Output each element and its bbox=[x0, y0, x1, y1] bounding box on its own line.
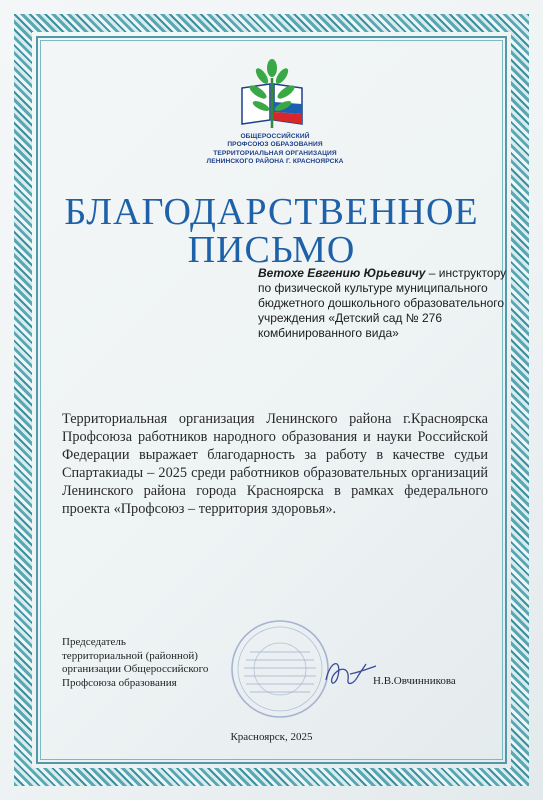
organization-caption bbox=[150, 133, 400, 166]
handwritten-signature bbox=[320, 650, 380, 694]
signer-title-line-1: Председатель bbox=[62, 636, 126, 648]
recipient-position: – инструктору по физической культуре муниципального бюджетного дошкольного образовательного учреждения «Детский сад № 276 комбинированного вида» bbox=[258, 266, 507, 340]
signer-title-line-4: Профсоюза образования bbox=[62, 676, 177, 689]
recipient-name: Ветохе Евгению Юрьевичу bbox=[258, 266, 426, 280]
signer-title-line-2: территориальной (районной) bbox=[62, 649, 198, 662]
document-title bbox=[50, 193, 493, 269]
signer-name: Н.В.Овчинникова bbox=[373, 675, 456, 687]
stamp-seal-icon bbox=[228, 618, 332, 720]
org-line-2: ПРОФСОЮЗ ОБРАЗОВАНИЯ bbox=[227, 141, 323, 149]
title-line-1: БЛАГОДАРСТВЕННОЕ bbox=[64, 191, 479, 233]
place-date: Красноярск, 2025 bbox=[230, 731, 313, 743]
org-line-3: ТЕРРИТОРИАЛЬНАЯ ОРГАНИЗАЦИЯ bbox=[213, 149, 337, 157]
recipient-block bbox=[258, 266, 508, 341]
letter-body: Территориальная организация Ленинского района г.Красноярска Профсоюза работников народного образования и науки Российской Федерации выражает благодарность за работу в качестве судьи Спартакиады – 2025 среди работников образовательных организаций Ленинского района города Красноярска в рамках федерального проекта «Профсоюз – территория здоровья». bbox=[62, 411, 488, 517]
union-logo-icon bbox=[236, 58, 308, 134]
title-line-2: ПИСЬМО bbox=[187, 229, 356, 271]
org-line-1: ОБЩЕРОССИЙСКИЙ bbox=[240, 133, 310, 140]
signer-title-line-3: организации Общероссийского bbox=[62, 663, 209, 675]
org-line-4: ЛЕНИНСКОГО РАЙОНА Г. КРАСНОЯРСКА bbox=[206, 157, 344, 165]
